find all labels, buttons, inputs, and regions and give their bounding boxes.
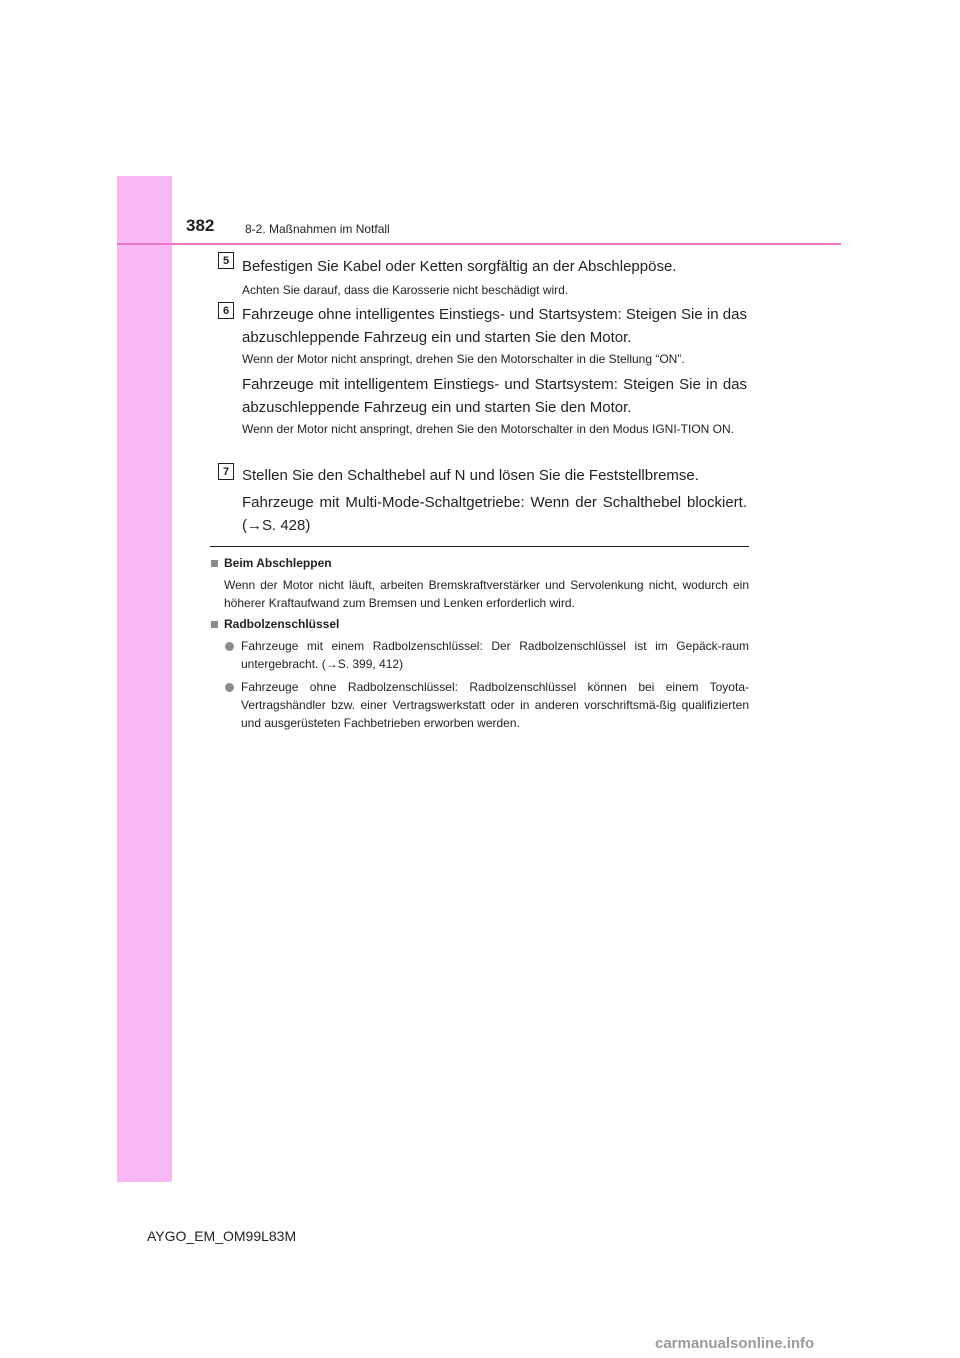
sidebar-tab: [117, 176, 172, 1182]
page-number: 382: [186, 216, 215, 235]
step-6-text: Fahrzeuge ohne intelligentes Einstiegs- und Startsystem: Steigen Sie in das abzuschleppende Fahrzeug ein und starten Sie den Motor.: [242, 306, 747, 346]
note-item-without-wrench: Fahrzeuge ohne Radbolzenschlüssel: Radbolzenschlüssel können bei einem Toyota-Vertragshändler bzw. einer Vertragswerkstatt oder in anderen vorschriftsmä-ßig qualifizierten und ausgerüsteten Fachbetrieben erworben werden.: [241, 680, 749, 730]
section-title: 8-2. Maßnahmen im Notfall: [245, 222, 390, 236]
header-rule: [117, 243, 841, 245]
note-text-towing: Wenn der Motor nicht läuft, arbeiten Bremskraftverstärker und Servolenkung nicht, wodurch ein höherer Kraftaufwand zum Bremsen und Lenken erforderlich wird.: [224, 578, 749, 610]
step-7-text: Stellen Sie den Schalthebel auf N und lösen Sie die Feststellbremse.: [242, 467, 699, 484]
section-divider: [210, 546, 749, 547]
step-6-text-2: Fahrzeuge mit intelligentem Einstiegs- und Startsystem: Steigen Sie in das abzuschleppende Fahrzeug ein und starten Sie den Motor.: [242, 376, 747, 416]
step-7-text-2: Fahrzeuge mit Multi-Mode-Schaltgetriebe: Wenn der Schalthebel blockiert. (→S. 428): [242, 494, 747, 534]
step-5-text: Befestigen Sie Kabel oder Ketten sorgfältig an der Abschleppöse.: [242, 258, 677, 275]
step-number-6: 6: [218, 302, 234, 319]
square-bullet-icon: [211, 621, 218, 628]
note-heading-wheel-wrench: Radbolzenschlüssel: [224, 617, 340, 631]
step-6-note-2: Wenn der Motor nicht anspringt, drehen Sie den Motorschalter in den Modus IGNI-TION ON.: [242, 422, 734, 436]
step-number-7: 7: [218, 463, 234, 480]
circle-bullet-icon: [225, 642, 234, 651]
step-5-note: Achten Sie darauf, dass die Karosserie nicht beschädigt wird.: [242, 283, 569, 297]
watermark: carmanualsonline.info: [655, 1335, 815, 1352]
square-bullet-icon: [211, 560, 218, 567]
step-6-note: Wenn der Motor nicht anspringt, drehen Sie den Motorschalter in die Stellung “ON”.: [242, 352, 685, 366]
step-number-5: 5: [218, 252, 234, 269]
document-code: AYGO_EM_OM99L83M: [147, 1228, 297, 1244]
note-heading-towing: Beim Abschleppen: [224, 556, 332, 570]
note-item-with-wrench: Fahrzeuge mit einem Radbolzenschlüssel: Der Radbolzenschlüssel ist im Gepäck-raum untergebracht. (→S. 399, 412): [241, 639, 749, 671]
circle-bullet-icon: [225, 683, 234, 692]
